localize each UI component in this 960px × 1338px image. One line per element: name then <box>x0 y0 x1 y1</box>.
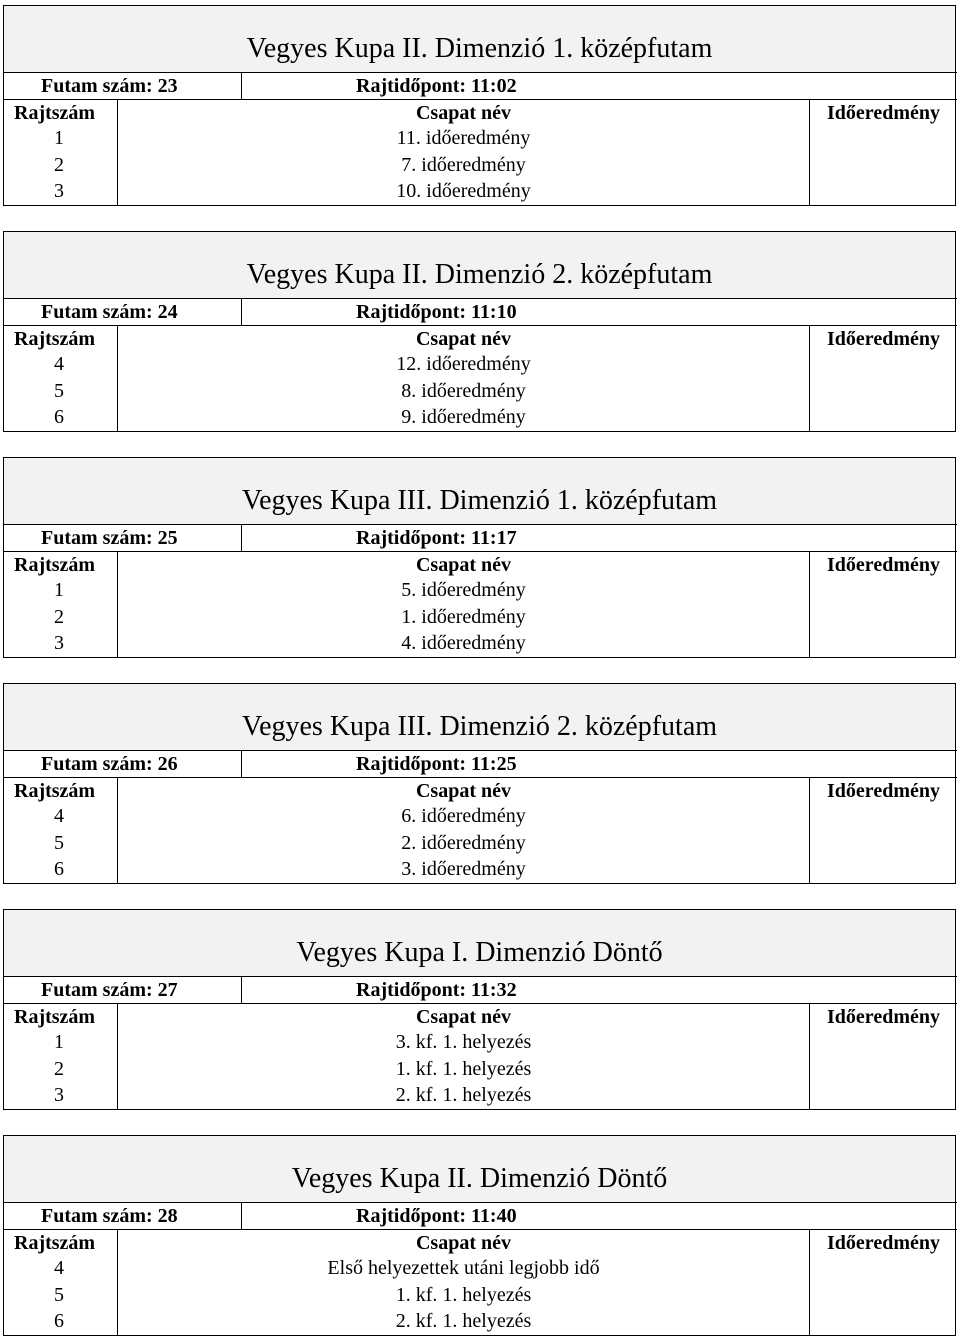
start-time: Rajtidőpont: 11:32 <box>356 979 517 1001</box>
team-cell: 12. időeredmény <box>118 351 810 378</box>
race-info <box>4 750 810 777</box>
team-cell: 2. időeredmény <box>118 830 810 857</box>
header-start-no: Rajtszám <box>4 99 118 126</box>
team-cell: 1. kf. 1. helyezés <box>118 1282 810 1309</box>
race-block <box>3 231 956 432</box>
header-start-no: Rajtszám <box>4 325 118 352</box>
race-title: Vegyes Kupa I. Dimenzió Döntő <box>296 937 663 968</box>
time-cell <box>810 404 957 431</box>
race-info-empty <box>810 976 957 1003</box>
race-info <box>4 1202 810 1229</box>
start-time: Rajtidőpont: 11:17 <box>356 527 517 549</box>
time-cell <box>810 1029 957 1056</box>
race-block <box>3 683 956 884</box>
race-block <box>3 909 956 1110</box>
team-cell: 10. időeredmény <box>118 178 810 205</box>
start-no-cell: 5 <box>4 378 118 405</box>
race-block <box>3 1135 956 1336</box>
time-cell <box>810 178 957 205</box>
header-time: Időeredmény <box>810 99 957 126</box>
header-team: Csapat név <box>118 1003 810 1030</box>
race-title-box <box>3 1135 956 1202</box>
race-info-empty <box>810 1202 957 1229</box>
time-cell <box>810 152 957 179</box>
team-cell: 1. kf. 1. helyezés <box>118 1056 810 1083</box>
race-title: Vegyes Kupa III. Dimenzió 2. középfutam <box>241 711 718 742</box>
race-title-box <box>3 231 956 298</box>
start-no-cell: 6 <box>4 1308 118 1335</box>
team-cell: 2. kf. 1. helyezés <box>118 1308 810 1335</box>
start-no-cell: 1 <box>4 577 118 604</box>
time-cell <box>810 604 957 631</box>
header-team: Csapat név <box>118 551 810 578</box>
header-start-no: Rajtszám <box>4 1003 118 1030</box>
race-info-empty <box>810 524 957 551</box>
race-title-box <box>3 683 956 750</box>
team-cell: 8. időeredmény <box>118 378 810 405</box>
race-title-box <box>3 909 956 976</box>
start-time: Rajtidőpont: 11:02 <box>356 75 517 97</box>
start-no-cell: 4 <box>4 803 118 830</box>
futam-number: Futam szám: 25 <box>4 525 242 551</box>
start-no-cell: 3 <box>4 178 118 205</box>
race-table <box>3 976 956 1110</box>
start-no-cell: 1 <box>4 125 118 152</box>
time-cell <box>810 1082 957 1109</box>
race-info <box>4 976 810 1003</box>
time-cell <box>810 351 957 378</box>
futam-number: Futam szám: 23 <box>4 73 242 99</box>
team-cell: 2. kf. 1. helyezés <box>118 1082 810 1109</box>
header-time: Időeredmény <box>810 1003 957 1030</box>
start-no-cell: 4 <box>4 1255 118 1282</box>
race-table <box>3 524 956 658</box>
race-block <box>3 5 956 206</box>
header-time: Időeredmény <box>810 551 957 578</box>
team-cell: 3. időeredmény <box>118 856 810 883</box>
race-table <box>3 298 956 432</box>
start-time: Rajtidőpont: 11:10 <box>356 301 517 323</box>
time-cell <box>810 1308 957 1335</box>
start-no-cell: 3 <box>4 1082 118 1109</box>
time-cell <box>810 1056 957 1083</box>
time-cell <box>810 856 957 883</box>
start-no-cell: 3 <box>4 630 118 657</box>
team-cell: 1. időeredmény <box>118 604 810 631</box>
futam-number: Futam szám: 26 <box>4 751 242 777</box>
futam-number: Futam szám: 27 <box>4 977 242 1003</box>
race-info <box>4 524 810 551</box>
time-cell <box>810 1255 957 1282</box>
team-cell: 9. időeredmény <box>118 404 810 431</box>
header-start-no: Rajtszám <box>4 551 118 578</box>
race-info-empty <box>810 72 957 99</box>
time-cell <box>810 803 957 830</box>
header-time: Időeredmény <box>810 325 957 352</box>
start-no-cell: 1 <box>4 1029 118 1056</box>
race-title: Vegyes Kupa II. Dimenzió 1. középfutam <box>246 33 713 64</box>
team-cell: 6. időeredmény <box>118 803 810 830</box>
team-cell: Első helyezettek utáni legjobb idő <box>118 1255 810 1282</box>
header-team: Csapat név <box>118 777 810 804</box>
team-cell: 4. időeredmény <box>118 630 810 657</box>
time-cell <box>810 125 957 152</box>
start-no-cell: 6 <box>4 856 118 883</box>
team-cell: 5. időeredmény <box>118 577 810 604</box>
race-table <box>3 1202 956 1336</box>
header-team: Csapat név <box>118 1229 810 1256</box>
race-info-empty <box>810 750 957 777</box>
start-no-cell: 5 <box>4 1282 118 1309</box>
race-info <box>4 72 810 99</box>
futam-number: Futam szám: 24 <box>4 299 242 325</box>
time-cell <box>810 630 957 657</box>
race-block <box>3 457 956 658</box>
start-no-cell: 6 <box>4 404 118 431</box>
header-time: Időeredmény <box>810 1229 957 1256</box>
race-title-box <box>3 5 956 72</box>
time-cell <box>810 577 957 604</box>
time-cell <box>810 830 957 857</box>
race-info <box>4 298 810 325</box>
race-title-box <box>3 457 956 524</box>
race-table <box>3 72 956 206</box>
start-no-cell: 2 <box>4 152 118 179</box>
header-time: Időeredmény <box>810 777 957 804</box>
time-cell <box>810 378 957 405</box>
team-cell: 3. kf. 1. helyezés <box>118 1029 810 1056</box>
race-table <box>3 750 956 884</box>
futam-number: Futam szám: 28 <box>4 1203 242 1229</box>
start-no-cell: 4 <box>4 351 118 378</box>
start-no-cell: 2 <box>4 1056 118 1083</box>
team-cell: 7. időeredmény <box>118 152 810 179</box>
race-title: Vegyes Kupa II. Dimenzió 2. középfutam <box>246 259 713 290</box>
race-title: Vegyes Kupa II. Dimenzió Döntő <box>291 1163 668 1194</box>
time-cell <box>810 1282 957 1309</box>
start-time: Rajtidőpont: 11:25 <box>356 753 517 775</box>
race-title: Vegyes Kupa III. Dimenzió 1. középfutam <box>241 485 718 516</box>
start-time: Rajtidőpont: 11:40 <box>356 1205 517 1227</box>
header-start-no: Rajtszám <box>4 777 118 804</box>
header-start-no: Rajtszám <box>4 1229 118 1256</box>
start-no-cell: 2 <box>4 604 118 631</box>
start-no-cell: 5 <box>4 830 118 857</box>
header-team: Csapat név <box>118 325 810 352</box>
header-team: Csapat név <box>118 99 810 126</box>
team-cell: 11. időeredmény <box>118 125 810 152</box>
race-info-empty <box>810 298 957 325</box>
